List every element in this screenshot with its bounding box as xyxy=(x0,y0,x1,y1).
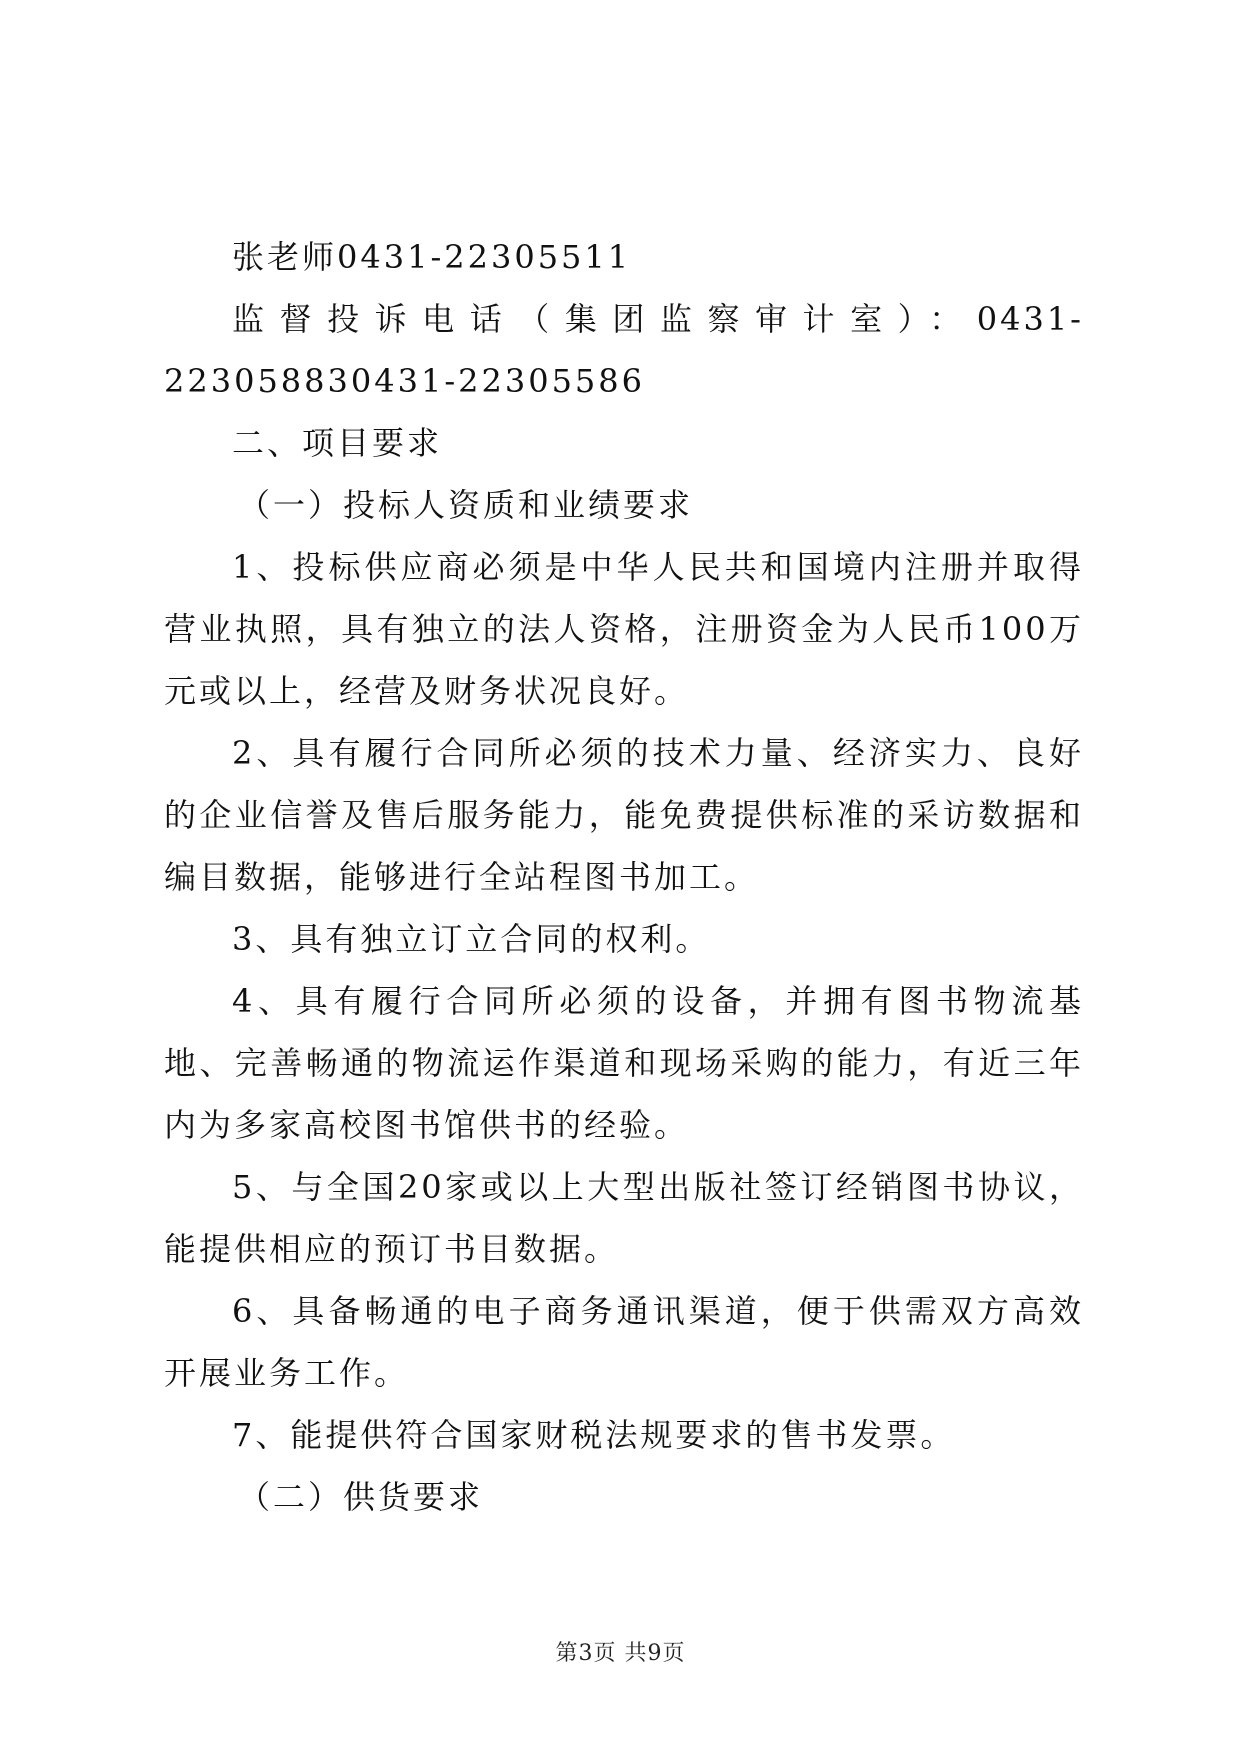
contact-line: 张老师0431-22305511 xyxy=(232,238,632,276)
complaint-phone-line: 监督投诉电话（集团监察审计室）：0431-223058830431-22305586 xyxy=(164,300,1084,400)
page-footer: 第3页 共9页 xyxy=(555,1641,686,1666)
requirement-item: 6、具备畅通的电子商务通讯渠道，便于供需双方高效开展业务工作。 xyxy=(164,1292,1084,1392)
subsection-heading: （一）投标人资质和业绩要求 xyxy=(238,486,694,524)
section-heading: 二、项目要求 xyxy=(232,424,443,462)
requirement-item: 2、具有履行合同所必须的技术力量、经济实力、良好的企业信誉及售后服务能力，能免费提供标准的采访数据和编目数据，能够进行全站程图书加工。 xyxy=(164,734,1084,896)
requirement-item: 5、与全国20家或以上大型出版社签订经销图书协议，能提供相应的预订书目数据。 xyxy=(164,1168,1084,1268)
subsection-heading: （二）供货要求 xyxy=(238,1478,484,1516)
document-body xyxy=(164,226,1084,1528)
requirement-item: 4、具有履行合同所必须的设备，并拥有图书物流基地、完善畅通的物流运作渠道和现场采购的能力，有近三年内为多家高校图书馆供书的经验。 xyxy=(164,982,1084,1144)
requirement-item: 1、投标供应商必须是中华人民共和国境内注册并取得营业执照，具有独立的法人资格，注册资金为人民币100万元或以上，经营及财务状况良好。 xyxy=(164,548,1084,710)
requirement-item: 3、具有独立订立合同的权利。 xyxy=(232,920,711,958)
requirement-item: 7、能提供符合国家财税法规要求的售书发票。 xyxy=(232,1416,956,1454)
